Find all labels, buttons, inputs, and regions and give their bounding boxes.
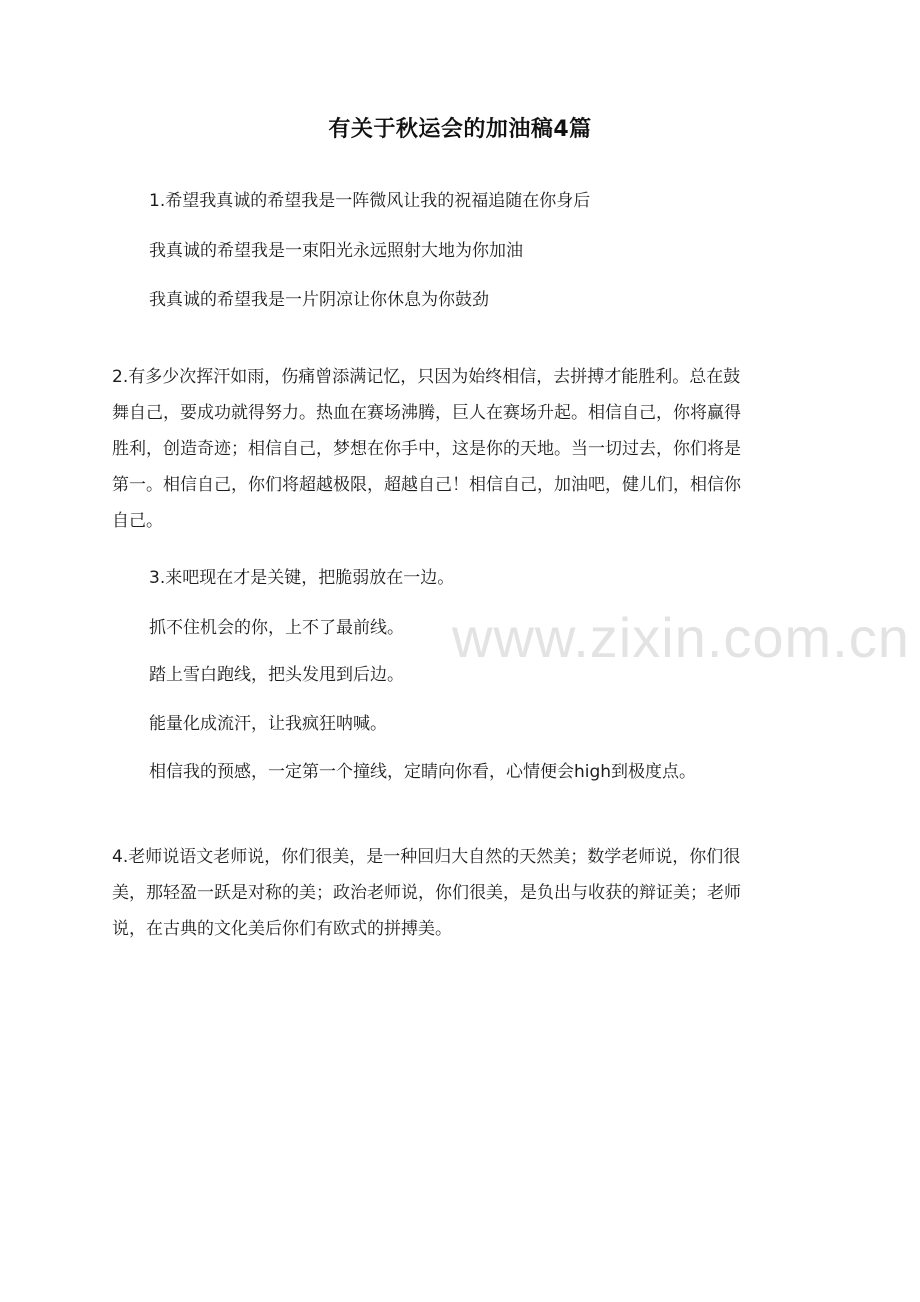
section-4-line: 4.老师说语文老师说，你们很美，是一种回归大自然的天然美；数学老师说，你们很 bbox=[112, 847, 741, 867]
section-1-line: 我真诚的希望我是一束阳光永远照射大地为你加油 bbox=[149, 241, 523, 261]
document-title: 有关于秋运会的加油稿4篇 bbox=[328, 117, 592, 142]
watermark: www.zixin.com.cn bbox=[452, 606, 910, 669]
section-1-line: 我真诚的希望我是一片阴凉让你休息为你鼓劲 bbox=[149, 290, 489, 310]
section-4-line: 美，那轻盈一跃是对称的美；政治老师说，你们很美，是负出与收获的辩证美；老师 bbox=[112, 883, 741, 903]
section-1-line: 1.希望我真诚的希望我是一阵微风让我的祝福追随在你身后 bbox=[149, 191, 591, 211]
section-2-line: 自己。 bbox=[112, 511, 163, 531]
section-2-line: 胜利，创造奇迹；相信自己，梦想在你手中，这是你的天地。当一切过去，你们将是 bbox=[112, 439, 741, 459]
section-2-line: 舞自己，要成功就得努力。热血在赛场沸腾，巨人在赛场升起。相信自己，你将赢得 bbox=[112, 403, 741, 423]
section-3-line: 相信我的预感，一定第一个撞线，定睛向你看，心情便会high到极度点。 bbox=[149, 762, 697, 782]
section-4-line: 说，在古典的文化美后你们有欧式的拼搏美。 bbox=[112, 919, 452, 939]
section-3-line: 抓不住机会的你，上不了最前线。 bbox=[149, 618, 404, 638]
section-3-line: 能量化成流汗，让我疯狂呐喊。 bbox=[149, 714, 387, 734]
section-2-line: 第一。相信自己，你们将超越极限，超越自己！相信自己，加油吧，健儿们，相信你 bbox=[112, 475, 741, 495]
section-3-line: 3.来吧现在才是关键，把脆弱放在一边。 bbox=[149, 568, 455, 588]
section-2-line: 2.有多少次挥汗如雨，伤痛曾添满记忆，只因为始终相信，去拼搏才能胜利。总在鼓 bbox=[112, 367, 741, 387]
section-3-line: 踏上雪白跑线，把头发甩到后边。 bbox=[149, 665, 404, 685]
